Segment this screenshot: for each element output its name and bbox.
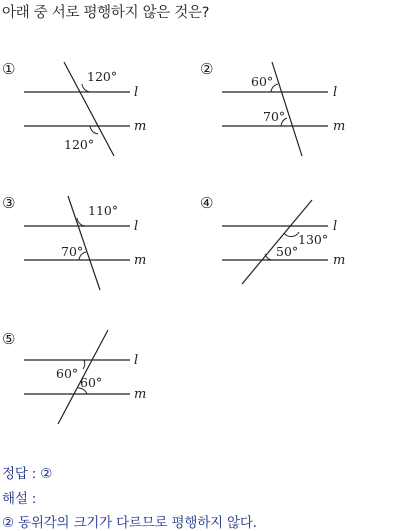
option-5-marker: ⑤ [2, 330, 16, 348]
option-1-bottom-arc [90, 126, 98, 134]
option-4-marker: ④ [200, 194, 214, 212]
option-2-marker: ② [200, 60, 214, 78]
option-5-label-l: l [134, 353, 139, 368]
option-5-top-arc [83, 360, 85, 369]
explanation-label: 해설 : [2, 491, 37, 507]
option-3-figure [24, 196, 146, 290]
option-1-label-m: m [134, 119, 147, 134]
option-3-top-angle: 110° [88, 203, 119, 218]
option-1-label-l: l [134, 85, 139, 100]
option-5-figure [24, 330, 146, 424]
option-4-figure [222, 200, 345, 284]
option-1-figure [24, 62, 146, 156]
option-1-marker: ① [2, 60, 16, 78]
option-4-top-arc [284, 232, 299, 237]
answer-label: 정답 : ② [2, 466, 53, 482]
option-5-label-m: m [134, 387, 147, 402]
option-4-label-m: m [333, 253, 346, 268]
option-3-marker: ③ [2, 194, 16, 212]
option-2-label-l: l [333, 85, 338, 100]
option-3-label-m: m [134, 253, 147, 268]
option-3-bottom-angle: 70° [61, 244, 84, 259]
option-1-top-arc [82, 84, 90, 92]
option-4-label-l: l [333, 219, 338, 234]
option-5-top-angle: 60° [56, 366, 79, 381]
option-2-bottom-angle: 70° [263, 109, 286, 124]
option-3-label-l: l [134, 219, 139, 234]
question-text: 아래 중 서로 평행하지 않은 것은? [2, 5, 210, 21]
option-1-bottom-angle: 120° [64, 137, 95, 152]
option-4-top-angle: 130° [298, 232, 329, 247]
option-5-bottom-angle: 60° [80, 375, 103, 390]
option-2-label-m: m [333, 119, 346, 134]
option-1-top-angle: 120° [87, 69, 118, 84]
option-2-top-angle: 60° [251, 74, 274, 89]
option-2-figure [222, 62, 345, 156]
option-4-bottom-angle: 50° [276, 244, 299, 259]
explanation-text: ② 동위각의 크기가 다르므로 평행하지 않다. [2, 515, 257, 531]
